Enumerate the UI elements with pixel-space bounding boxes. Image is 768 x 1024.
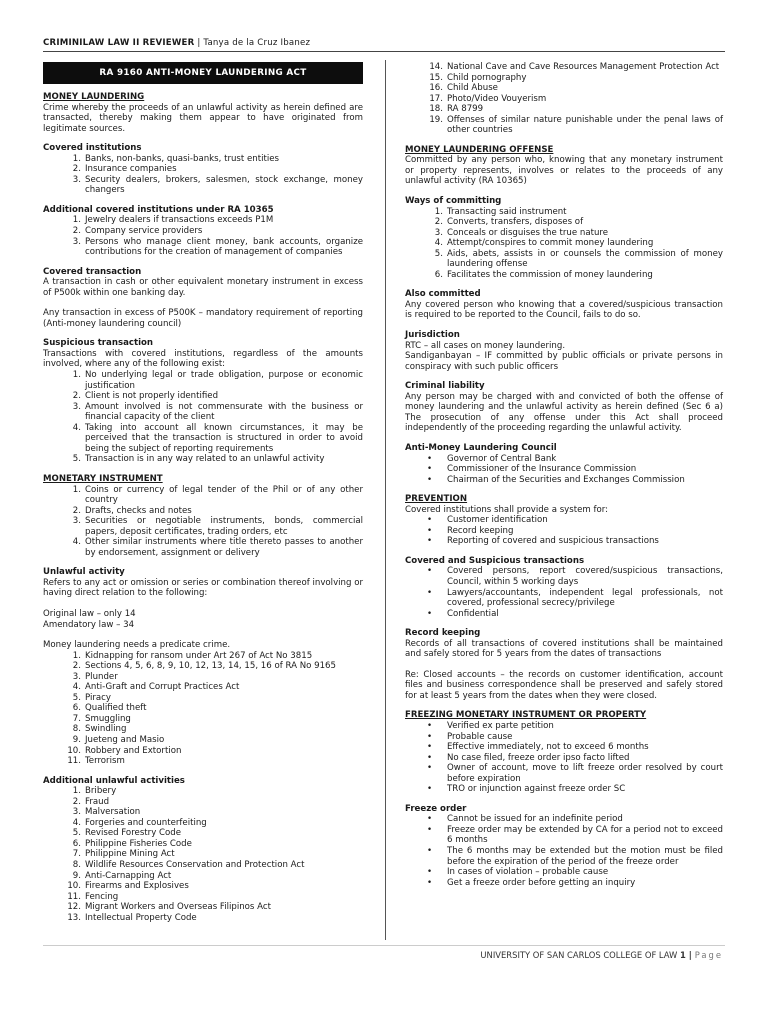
list-item-text: Coins or currency of legal tender of the Phil or of any other country bbox=[85, 484, 363, 506]
bullet-marker bbox=[427, 753, 432, 764]
item-number: 9. bbox=[72, 870, 81, 881]
list-item-text: Company service providers bbox=[85, 226, 203, 237]
list-item bbox=[43, 391, 363, 402]
list-item bbox=[43, 724, 363, 735]
bullet-marker bbox=[427, 454, 432, 465]
list-item bbox=[43, 902, 363, 913]
list-item-text: Malversation bbox=[85, 807, 141, 818]
footer-rule bbox=[43, 945, 725, 946]
bullet-marker bbox=[427, 475, 432, 486]
list-item-text: Bribery bbox=[85, 786, 117, 797]
list-item bbox=[43, 871, 363, 882]
column-divider bbox=[385, 60, 386, 940]
item-number: 5. bbox=[434, 248, 443, 259]
list-item bbox=[405, 526, 723, 537]
list-item bbox=[405, 228, 723, 239]
item-number: 2. bbox=[434, 217, 443, 228]
item-number: 6. bbox=[72, 703, 81, 714]
list-item-text: Cannot be issued for an indefinite period bbox=[447, 814, 623, 825]
list-item-text: Probable cause bbox=[447, 731, 513, 742]
item-number: 1. bbox=[72, 484, 81, 495]
list-item bbox=[43, 506, 363, 517]
item-number: 5. bbox=[72, 454, 81, 465]
list-item bbox=[43, 913, 363, 924]
page-number: 1 bbox=[680, 950, 686, 960]
list-item-text: Terrorism bbox=[85, 756, 125, 767]
monetary-instrument-list bbox=[43, 485, 363, 559]
list-item bbox=[43, 881, 363, 892]
list-item bbox=[43, 175, 363, 196]
page-footer bbox=[360, 950, 723, 960]
footer-separator: | bbox=[685, 950, 695, 960]
covered-institutions-heading: Covered institutions bbox=[43, 143, 142, 154]
bullet-marker bbox=[427, 867, 432, 878]
item-number: 5. bbox=[72, 692, 81, 703]
list-item bbox=[43, 839, 363, 850]
item-number: 8. bbox=[72, 724, 81, 735]
bullet-marker bbox=[427, 464, 432, 475]
monetary-instrument-heading: MONETARY INSTRUMENT bbox=[43, 473, 163, 484]
list-item bbox=[405, 270, 723, 281]
right-column bbox=[405, 62, 723, 888]
list-item bbox=[405, 846, 723, 867]
prevention-text: Covered institutions shall provide a system for: bbox=[405, 504, 609, 515]
list-item bbox=[43, 735, 363, 746]
suspicious-transaction-heading: Suspicious transaction bbox=[43, 338, 154, 349]
list-item-text: Taking into account all known circumstances, it may be perceived that the transaction is structured in order to avoid being the subject of reporting requirements bbox=[85, 422, 363, 454]
bullet-marker bbox=[427, 732, 432, 743]
list-item bbox=[43, 215, 363, 226]
list-item-text: Freeze order may be extended by CA for a period not to exceed 6 months bbox=[447, 824, 723, 846]
prevention-list bbox=[405, 515, 723, 547]
ways-of-committing-heading: Ways of committing bbox=[405, 196, 502, 207]
list-item-text: Sections 4, 5, 6, 8, 9, 10, 12, 13, 14, 15, 16 of RA No 9165 bbox=[85, 661, 336, 672]
list-item bbox=[405, 763, 723, 784]
jurisdiction-rtc: RTC – all cases on money laundering. bbox=[405, 340, 566, 351]
list-item bbox=[43, 154, 363, 165]
list-item-text: Forgeries and counterfeiting bbox=[85, 817, 207, 828]
list-item bbox=[405, 566, 723, 587]
list-item bbox=[43, 797, 363, 808]
school-name: UNIVERSITY OF SAN CARLOS COLLEGE OF LAW bbox=[480, 950, 680, 960]
list-item bbox=[43, 828, 363, 839]
list-item bbox=[405, 609, 723, 620]
item-number: 1. bbox=[72, 650, 81, 661]
list-item-text: Banks, non-banks, quasi-banks, trust entities bbox=[85, 153, 280, 164]
list-item-text: Customer identification bbox=[447, 515, 548, 526]
document-title: RA 9160 ANTI-MONEY LAUNDERING ACT bbox=[43, 62, 363, 84]
freezing-heading: FREEZING MONETARY INSTRUMENT OR PROPERTY bbox=[405, 710, 647, 721]
list-item bbox=[405, 867, 723, 878]
ways-of-committing-list bbox=[405, 207, 723, 281]
item-number: 1. bbox=[72, 215, 81, 226]
item-number: 4. bbox=[72, 817, 81, 828]
item-number: 12. bbox=[67, 902, 81, 913]
list-item-text: Client is not properly identified bbox=[85, 391, 219, 402]
item-number: 7. bbox=[72, 713, 81, 724]
list-item-text: Child Abuse bbox=[447, 83, 498, 94]
covered-institutions-list bbox=[43, 154, 363, 196]
list-item bbox=[405, 115, 723, 136]
list-item bbox=[43, 370, 363, 391]
list-item-text: The 6 months may be extended but the motion must be filed before the expiration of the period of the freeze order bbox=[447, 846, 723, 867]
item-number: 10. bbox=[67, 881, 81, 892]
list-item bbox=[405, 825, 723, 846]
item-number: 2. bbox=[72, 661, 81, 672]
list-item-text: No case filed, freeze order ipso facto lifted bbox=[447, 752, 630, 763]
list-item bbox=[405, 83, 723, 94]
bullet-marker bbox=[427, 825, 432, 836]
list-item bbox=[43, 693, 363, 704]
reviewer-title: CRIMINILAW LAW II REVIEWER bbox=[43, 38, 195, 48]
list-item bbox=[43, 537, 363, 558]
left-column bbox=[43, 62, 363, 923]
bullet-marker bbox=[427, 742, 432, 753]
list-item-text: Securities or negotiable instruments, bonds, commercial papers, deposit certificates, trading orders, etc bbox=[85, 516, 363, 537]
predicate-crime-note: Money laundering needs a predicate crime. bbox=[43, 640, 231, 651]
covered-suspicious-heading: Covered and Suspicious transactions bbox=[405, 555, 585, 566]
freeze-order-heading: Freeze order bbox=[405, 803, 467, 814]
item-number: 2. bbox=[72, 505, 81, 516]
list-item-text: Philippine Mining Act bbox=[85, 849, 175, 860]
item-number: 13. bbox=[67, 912, 81, 923]
bullet-marker bbox=[427, 814, 432, 825]
list-item-text: Conceals or disguises the true nature bbox=[447, 227, 609, 238]
item-number: 6. bbox=[72, 838, 81, 849]
jurisdiction-sandiganbayan: Sandiganbayan – IF committed by public officials or private persons in conspiracy with such public officers bbox=[405, 351, 723, 372]
item-number: 1. bbox=[72, 370, 81, 381]
original-law-note: Original law – only 14 bbox=[43, 608, 136, 619]
item-number: 10. bbox=[67, 745, 81, 756]
list-item-text: Firearms and Explosives bbox=[85, 881, 189, 892]
list-item-text: Fencing bbox=[85, 891, 119, 902]
item-number: 3. bbox=[72, 671, 81, 682]
list-item-text: Governor of Central Bank bbox=[447, 453, 557, 464]
item-number: 4. bbox=[72, 537, 81, 548]
list-item bbox=[43, 164, 363, 175]
list-item bbox=[43, 682, 363, 693]
item-number: 3. bbox=[72, 174, 81, 185]
list-item-text: Plunder bbox=[85, 671, 118, 682]
money-laundering-offense-definition: Committed by any person who, knowing that any monetary instrument or property represents, involves or relates to the proceeds of any unlawful activity (RA 10365) bbox=[405, 155, 723, 187]
list-item-text: Covered persons, report covered/suspicious transactions, Council, within 5 working days bbox=[447, 566, 723, 587]
list-item-text: Smuggling bbox=[85, 713, 131, 724]
additional-unlawful-activities-list bbox=[43, 786, 363, 923]
list-item bbox=[405, 464, 723, 475]
bullet-marker bbox=[427, 515, 432, 526]
page-header bbox=[43, 38, 723, 48]
item-number: 6. bbox=[434, 269, 443, 280]
criminal-liability-heading: Criminal liability bbox=[405, 381, 485, 392]
list-item-text: Drafts, checks and notes bbox=[85, 505, 192, 516]
covered-suspicious-list bbox=[405, 566, 723, 619]
list-item-text: Swindling bbox=[85, 724, 127, 735]
author-name: | Tanya de la Cruz Ibanez bbox=[194, 38, 311, 48]
list-item bbox=[43, 226, 363, 237]
list-item-text: Transacting said instrument bbox=[447, 206, 567, 217]
list-item-text: Jewelry dealers if transactions exceeds P1M bbox=[85, 215, 274, 226]
list-item bbox=[43, 786, 363, 797]
list-item-text: Commissioner of the Insurance Commission bbox=[447, 464, 637, 475]
item-number: 17. bbox=[429, 93, 443, 104]
list-item bbox=[43, 672, 363, 683]
item-number: 19. bbox=[429, 114, 443, 125]
list-item bbox=[43, 892, 363, 903]
bullet-marker bbox=[427, 721, 432, 732]
list-item-text: Anti-Carnapping Act bbox=[85, 870, 172, 881]
list-item-text: Reporting of covered and suspicious transactions bbox=[447, 536, 659, 547]
list-item bbox=[405, 721, 723, 732]
item-number: 3. bbox=[72, 236, 81, 247]
item-number: 1. bbox=[72, 786, 81, 797]
list-item bbox=[405, 94, 723, 105]
list-item-text: Photo/Video Vouyerism bbox=[447, 93, 547, 104]
list-item-text: Anti-Graft and Corrupt Practices Act bbox=[85, 682, 240, 693]
list-item-text: Aids, abets, assists in or counsels the commission of money laundering offense bbox=[447, 248, 723, 270]
freezing-list bbox=[405, 721, 723, 795]
covered-transaction-note: Any transaction in excess of P500K – mandatory requirement of reporting (Anti-money laundering council) bbox=[43, 308, 363, 329]
item-number: 7. bbox=[72, 849, 81, 860]
item-number: 2. bbox=[72, 226, 81, 237]
list-item-text: Philippine Fisheries Code bbox=[85, 838, 192, 849]
list-item bbox=[405, 515, 723, 526]
freeze-order-list bbox=[405, 814, 723, 888]
bullet-marker bbox=[427, 784, 432, 795]
item-number: 2. bbox=[72, 391, 81, 402]
list-item bbox=[405, 475, 723, 486]
list-item-text: Lawyers/accountants, independent legal professionals, not covered, professional secrecy/privilege bbox=[447, 587, 723, 609]
list-item bbox=[405, 104, 723, 115]
item-number: 1. bbox=[434, 206, 443, 217]
covered-transaction-definition: A transaction in cash or other equivalent monetary instrument in excess of P500k within one banking day. bbox=[43, 277, 363, 298]
list-item-text: No underlying legal or trade obligation, purpose or economic justification bbox=[85, 370, 363, 391]
list-item-text: TRO or injunction against freeze order SC bbox=[447, 784, 626, 795]
list-item bbox=[405, 588, 723, 609]
list-item-text: Transaction is in any way related to an unlawful activity bbox=[85, 454, 325, 465]
item-number: 3. bbox=[72, 516, 81, 527]
suspicious-transaction-definition: Transactions with covered institutions, regardless of the amounts involved, where any of the following exist: bbox=[43, 348, 363, 370]
list-item bbox=[43, 237, 363, 258]
also-committed-text: Any covered person who knowing that a covered/suspicious transaction is required to be reported to the Council, fails to do so. bbox=[405, 299, 723, 321]
list-item-text: RA 8799 bbox=[447, 104, 484, 115]
additional-unlawful-activities-heading: Additional unlawful activities bbox=[43, 775, 185, 786]
item-number: 5. bbox=[72, 828, 81, 839]
item-number: 1. bbox=[72, 153, 81, 164]
list-item bbox=[405, 217, 723, 228]
money-laundering-definition: Crime whereby the proceeds of an unlawful activity as herein defined are transacted, thereby making them appear to have originated from legitimate sources. bbox=[43, 102, 363, 134]
bullet-marker bbox=[427, 588, 432, 599]
list-item bbox=[43, 807, 363, 818]
list-item bbox=[405, 73, 723, 84]
bullet-marker bbox=[427, 609, 432, 620]
prevention-heading: PREVENTION bbox=[405, 494, 468, 505]
list-item-text: Intellectual Property Code bbox=[85, 912, 197, 923]
list-item bbox=[405, 249, 723, 270]
list-item-text: Migrant Workers and Overseas Filipinos Act bbox=[85, 902, 271, 913]
list-item bbox=[43, 661, 363, 672]
closed-accounts-text: Re: Closed accounts – the records on customer identification, account files and business correspondence shall be preserved and safely stored for at least 5 years from the dates when they were closed. bbox=[405, 669, 723, 701]
list-item-text: Qualified theft bbox=[85, 703, 147, 714]
list-item bbox=[43, 423, 363, 455]
list-item bbox=[405, 238, 723, 249]
list-item bbox=[405, 62, 723, 73]
list-item bbox=[405, 454, 723, 465]
list-item bbox=[43, 402, 363, 423]
list-item bbox=[405, 742, 723, 753]
list-item-text: Revised Forestry Code bbox=[85, 828, 182, 839]
list-item bbox=[405, 878, 723, 889]
list-item-text: Facilitates the commission of money laundering bbox=[447, 269, 653, 280]
item-number: 3. bbox=[72, 807, 81, 818]
item-number: 4. bbox=[72, 422, 81, 433]
bullet-marker bbox=[427, 846, 432, 857]
list-item-text: Robbery and Extortion bbox=[85, 745, 182, 756]
record-keeping-text: Records of all transactions of covered institutions shall be maintained and safely stored for 5 years from the dates of transactions bbox=[405, 638, 723, 660]
list-item-text: Wildlife Resources Conservation and Protection Act bbox=[85, 860, 305, 870]
list-item-text: Attempt/conspires to commit money laundering bbox=[447, 238, 654, 249]
item-number: 3. bbox=[72, 401, 81, 412]
list-item bbox=[405, 732, 723, 743]
covered-transaction-heading: Covered transaction bbox=[43, 266, 142, 277]
list-item bbox=[43, 651, 363, 662]
item-number: 14. bbox=[429, 62, 443, 72]
item-number: 4. bbox=[72, 682, 81, 693]
list-item bbox=[405, 814, 723, 825]
item-number: 4. bbox=[434, 238, 443, 249]
additional-covered-institutions-heading: Additional covered institutions under RA 10365 bbox=[43, 204, 274, 215]
item-number: 3. bbox=[434, 227, 443, 238]
list-item bbox=[43, 516, 363, 537]
list-item-text: Piracy bbox=[85, 692, 111, 703]
list-item-text: Other similar instruments where title thereto passes to another by endorsement, assignment or delivery bbox=[85, 537, 363, 558]
item-number: 2. bbox=[72, 164, 81, 175]
list-item-text: Verified ex parte petition bbox=[447, 720, 554, 731]
item-number: 2. bbox=[72, 796, 81, 807]
list-item bbox=[43, 818, 363, 829]
page-word: Page bbox=[694, 950, 723, 960]
amlc-members-list bbox=[405, 454, 723, 486]
list-item-text: Effective immediately, not to exceed 6 months bbox=[447, 742, 649, 753]
item-number: 9. bbox=[72, 734, 81, 745]
list-item-text: Record keeping bbox=[447, 525, 514, 536]
list-item-text: Persons who manage client money, bank accounts, organize contributions for the creation of management of companies bbox=[85, 236, 363, 258]
list-item bbox=[43, 860, 363, 871]
list-item bbox=[43, 703, 363, 714]
list-item-text: Kidnapping for ransom under Art 267 of Act No 3815 bbox=[85, 650, 313, 661]
list-item-text: Offenses of similar nature punishable under the penal laws of other countries bbox=[447, 114, 723, 136]
list-item-text: Chairman of the Securities and Exchanges Commission bbox=[447, 474, 685, 485]
list-item-text: Owner of account, move to lift freeze order resolved by court before expiration bbox=[447, 763, 723, 784]
list-item-text: Security dealers, brokers, salesmen, stock exchange, money changers bbox=[85, 174, 363, 196]
money-laundering-offense-heading: MONEY LAUNDERING OFFENSE bbox=[405, 144, 554, 155]
suspicious-transaction-list bbox=[43, 370, 363, 465]
item-number: 16. bbox=[429, 83, 443, 94]
list-item bbox=[405, 536, 723, 547]
header-rule bbox=[43, 51, 725, 52]
additional-unlawful-activities-continued bbox=[405, 62, 723, 136]
list-item-text: Insurance companies bbox=[85, 164, 177, 175]
list-item-text: Fraud bbox=[85, 796, 110, 807]
record-keeping-heading: Record keeping bbox=[405, 628, 481, 639]
bullet-marker bbox=[427, 566, 432, 577]
item-number: 15. bbox=[429, 72, 443, 83]
list-item-text: Child pornography bbox=[447, 72, 527, 83]
list-item bbox=[405, 207, 723, 218]
list-item bbox=[43, 756, 363, 767]
unlawful-activity-definition: Refers to any act or omission or series or combination thereof involving or having direct relation to the following: bbox=[43, 577, 363, 599]
list-item bbox=[43, 454, 363, 465]
list-item bbox=[43, 714, 363, 725]
list-item-text: Converts, transfers, disposes of bbox=[447, 217, 584, 228]
unlawful-activity-heading: Unlawful activity bbox=[43, 567, 125, 578]
bullet-marker bbox=[427, 536, 432, 547]
amlc-heading: Anti-Money Laundering Council bbox=[405, 442, 557, 453]
item-number: 8. bbox=[72, 860, 81, 870]
bullet-marker bbox=[427, 526, 432, 537]
item-number: 18. bbox=[429, 104, 443, 115]
amendatory-law-note: Amendatory law – 34 bbox=[43, 619, 135, 630]
list-item bbox=[43, 746, 363, 757]
additional-covered-institutions-list bbox=[43, 215, 363, 257]
criminal-liability-text: Any person may be charged with and convicted of both the offense of money laundering and the unlawful activity as herein defined (Sec 6 a) The prosecution of any offense under this Act shall proceed independently of the proceeding regarding the unlawful activity. bbox=[405, 391, 723, 434]
list-item bbox=[43, 849, 363, 860]
list-item-text: Confidential bbox=[447, 608, 499, 619]
list-item bbox=[405, 753, 723, 764]
list-item bbox=[405, 784, 723, 795]
item-number: 11. bbox=[67, 891, 81, 902]
list-item-text: In cases of violation – probable cause bbox=[447, 867, 609, 878]
bullet-marker bbox=[427, 763, 432, 774]
list-item-text: Amount involved is not commensurate with the business or financial capacity of the client bbox=[85, 401, 363, 423]
money-laundering-heading: MONEY LAUNDERING bbox=[43, 92, 145, 102]
also-committed-heading: Also committed bbox=[405, 289, 481, 300]
bullet-marker bbox=[427, 878, 432, 889]
jurisdiction-heading: Jurisdiction bbox=[405, 330, 460, 341]
list-item-text: National Cave and Cave Resources Management Protection Act bbox=[447, 62, 720, 72]
list-item-text: Jueteng and Masio bbox=[85, 734, 165, 745]
list-item-text: Get a freeze order before getting an inquiry bbox=[447, 877, 636, 888]
item-number: 11. bbox=[67, 756, 81, 767]
list-item bbox=[43, 485, 363, 506]
unlawful-activity-list bbox=[43, 651, 363, 767]
